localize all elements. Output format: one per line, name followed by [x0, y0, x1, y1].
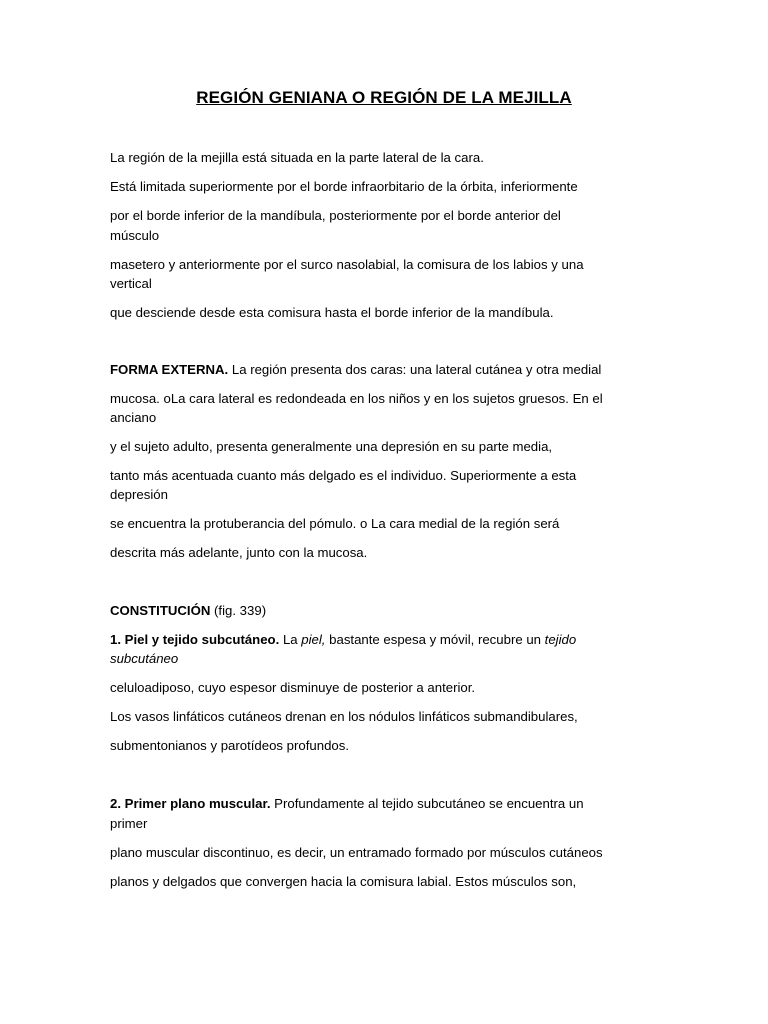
text-line: descrita más adelante, junto con la mucosa. — [110, 545, 368, 560]
section-heading-forma-externa: FORMA EXTERNA. — [110, 362, 229, 377]
text-line: masetero y anteriormente por el surco nasolabial, la comisura de los labios y una — [110, 257, 584, 272]
text-line: por el borde inferior de la mandíbula, posteriormente por el borde anterior del — [110, 208, 561, 223]
text-line: celuloadiposo, cuyo espesor disminuye de posterior a anterior. — [110, 680, 476, 695]
text-span: bastante espesa y móvil, recubre un — [325, 632, 545, 647]
italic-term: subcutáneo — [110, 651, 179, 666]
text-line: se encuentra la protuberancia del pómulo. o La cara medial de la región será — [110, 516, 560, 531]
section-forma-externa-first-line — [110, 360, 670, 380]
text-line: que desciende desde esta comisura hasta el borde inferior de la mandíbula. — [110, 305, 554, 320]
text-line — [110, 649, 670, 669]
text-line: músculo — [110, 228, 160, 243]
text-line: submentonianos y parotídeos profundos. — [110, 738, 349, 753]
text-line: y el sujeto adulto, presenta generalmente una depresión en su parte media, — [110, 439, 553, 454]
text-line: planos y delgados que convergen hacia la comisura labial. Estos músculos son, — [110, 874, 577, 889]
text-span: Profundamente al tejido subcutáneo se encuentra un — [270, 796, 584, 811]
text-line: plano muscular discontinuo, es decir, un entramado formado por músculos cutáneos — [110, 845, 603, 860]
text-span: (fig. 339) — [210, 603, 267, 618]
text-line: mucosa. oLa cara lateral es redondeada en los niños y en los sujetos gruesos. En el — [110, 391, 603, 406]
text-line: La región de la mejilla está situada en la parte lateral de la cara. — [110, 150, 484, 165]
text-span: La — [279, 632, 302, 647]
page-title: REGIÓN GENIANA O REGIÓN DE LA MEJILLA — [196, 88, 572, 107]
text-line: tanto más acentuada cuanto más delgado es el individuo. Superiormente a esta — [110, 468, 577, 483]
text-line: vertical — [110, 276, 152, 291]
text-span: La región presenta dos caras: una lateral cutánea y otra medial — [228, 362, 602, 377]
text-line: Está limitada superiormente por el borde infraorbitario de la órbita, inferiormente — [110, 179, 578, 194]
item1-heading: 1. Piel y tejido subcutáneo. — [110, 632, 280, 647]
italic-term: tejido — [544, 632, 577, 647]
item2-first-line — [110, 794, 670, 814]
text-line: Los vasos linfáticos cutáneos drenan en los nódulos linfáticos submandibulares, — [110, 709, 578, 724]
section-constitucion-heading-line — [110, 601, 670, 621]
text-line: anciano — [110, 410, 157, 425]
item2-heading: 2. Primer plano muscular. — [110, 796, 271, 811]
item1-first-line — [110, 630, 670, 650]
section-heading-constitucion: CONSTITUCIÓN — [110, 603, 211, 618]
italic-term: piel, — [301, 632, 326, 647]
text-line: primer — [110, 816, 148, 831]
text-line: depresión — [110, 487, 168, 502]
